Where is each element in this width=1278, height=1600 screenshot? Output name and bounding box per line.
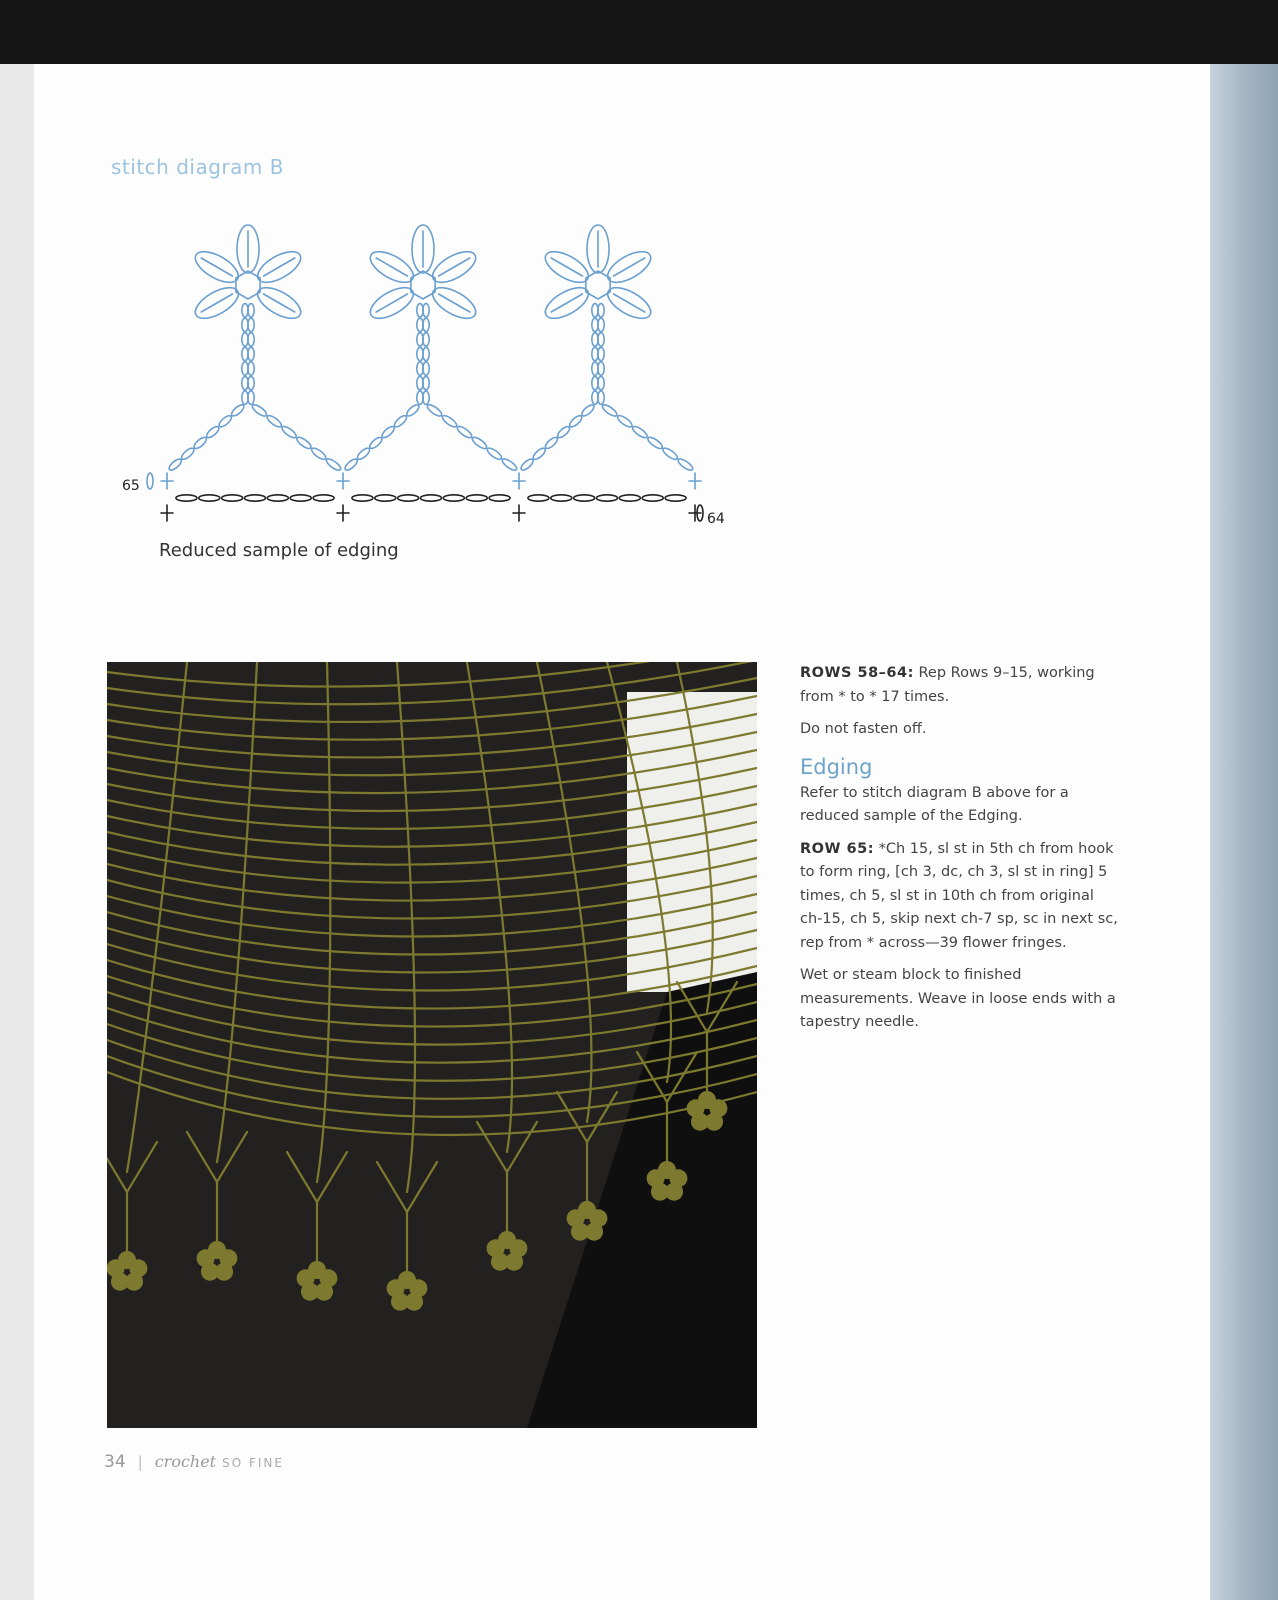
chain-stitch-symbol (368, 436, 384, 451)
chain-stitch-symbol (343, 457, 359, 472)
page-number: 34 (104, 1452, 126, 1472)
chain-stitch-symbol (532, 446, 547, 461)
chain-stitch-symbol (486, 446, 504, 461)
chain-stitch-symbol (205, 425, 221, 440)
chain-stitch-symbol (646, 435, 664, 450)
edging-intro-text: Refer to stitch diagram B above for a reduced sample of the Edging. (800, 784, 1069, 824)
foundation-chain (199, 495, 220, 501)
fringe-flower-petal (687, 1099, 705, 1117)
chain-stitch-symbol (230, 403, 246, 418)
rows-58-64-paragraph (800, 662, 1120, 709)
single-crochet-symbol (337, 473, 349, 489)
scan-top-border (0, 0, 1278, 64)
diagram-title: stitch diagram B (111, 155, 284, 179)
chain-stitch-symbol (356, 446, 372, 461)
chain-stitch-symbol (251, 403, 268, 418)
foundation-chain (290, 495, 311, 501)
foundation-chain (665, 495, 686, 501)
fringe-flower-petal (567, 1209, 585, 1227)
foundation-chain (551, 495, 572, 501)
single-crochet-symbol (513, 473, 525, 489)
edging-heading: Edging (800, 754, 873, 779)
chain-stitch-symbol (325, 457, 342, 472)
foundation-chain (352, 495, 373, 501)
foundation-chain (244, 495, 265, 501)
chain-stitch-symbol (501, 457, 519, 472)
foundation-chain (443, 495, 464, 501)
chain-stitch-symbol (266, 414, 283, 429)
fringe-flower-petal (107, 1259, 125, 1277)
foundation-chain (619, 495, 640, 501)
chain-stitch-symbol (580, 403, 595, 418)
row-label-65: 65 (122, 478, 140, 494)
chain-stitch-symbol (310, 446, 327, 461)
chain-stitch-symbol (568, 414, 583, 429)
finishing-text: Wet or steam block to finished measurements. Weave in loose ends with a tapestry needle. (800, 967, 1116, 1030)
page-footer (104, 1452, 284, 1472)
chain-stitch-symbol (280, 425, 297, 440)
fringe-flower-petal (197, 1249, 215, 1267)
chain-stitch-symbol (192, 436, 208, 451)
book-title-caps: SO FINE (222, 1456, 284, 1470)
foundation-sc-symbol (337, 505, 349, 521)
foundation-chain (176, 495, 197, 501)
instructions-column (800, 662, 1120, 1044)
slip-stitch-symbol (147, 473, 153, 489)
chain-stitch-symbol (471, 435, 489, 450)
foundation-chain (528, 495, 549, 501)
chain-stitch-symbol (661, 446, 679, 461)
flower-ring-symbol (586, 271, 610, 299)
single-crochet-symbol (161, 473, 173, 489)
chain-stitch-symbol (631, 424, 649, 439)
stitch-diagram (110, 215, 750, 535)
foundation-chain (375, 495, 396, 501)
book-spine-edge (1210, 64, 1278, 1600)
shawl-photo (107, 662, 757, 1428)
foundation-chain (642, 495, 663, 501)
foundation-sc-symbol (513, 505, 525, 521)
foundation-chain (222, 495, 243, 501)
chain-stitch-symbol (601, 403, 619, 418)
do-not-fasten-text: Do not fasten off. (800, 721, 927, 737)
crochet-shawl-flower-fringe-photo (107, 662, 757, 1428)
chain-stitch-symbol (441, 414, 459, 429)
flower-ring-symbol (236, 271, 260, 299)
foundation-chain (466, 495, 487, 501)
foundation-chain (596, 495, 617, 501)
chain-stitch-symbol (217, 414, 233, 429)
chain-stitch-symbol (380, 425, 396, 440)
fringe-flower-petal (297, 1269, 315, 1287)
book-title-italic: crochet (154, 1452, 217, 1471)
row-label-64: 64 (707, 511, 725, 527)
chain-stitch-symbol (180, 446, 196, 461)
rows-58-64-text: Rep Rows 9–15, working from * to * 17 times. (800, 665, 1095, 705)
chain-stitch-symbol (393, 414, 409, 429)
foundation-chain (489, 495, 510, 501)
foundation-chain (420, 495, 441, 501)
foundation-chain (267, 495, 288, 501)
scan-left-edge (0, 64, 34, 1600)
chain-stitch-symbol (544, 436, 559, 451)
chain-stitch-symbol (456, 425, 474, 440)
chain-stitch-symbol (616, 414, 634, 429)
foundation-sc-symbol (161, 505, 173, 521)
rows-58-64-label: ROWS 58–64: (800, 665, 914, 681)
chain-stitch-symbol (295, 435, 312, 450)
foundation-sc-symbol (689, 505, 701, 521)
foundation-chain (313, 495, 334, 501)
chain-stitch-symbol (405, 403, 421, 418)
footer-separator: | (137, 1453, 143, 1471)
chain-stitch-symbol (426, 403, 444, 418)
row-65-text: *Ch 15, sl st in 5th ch from hook to form ring, [ch 3, dc, ch 3, sl st in ring] 5 times, ch 5, sl st in 10th ch from original ch-15, ch 5, skip next ch-7 sp, sc in next sc, rep from * across—39 flower fringes. (800, 840, 1118, 951)
foundation-chain (398, 495, 419, 501)
chain-stitch-symbol (167, 457, 183, 472)
diagram-caption: Reduced sample of edging (159, 540, 399, 561)
foundation-chain (574, 495, 595, 501)
fringe-flower-petal (647, 1169, 665, 1187)
row-65-paragraph (800, 838, 1120, 956)
chain-stitch-symbol (556, 425, 571, 440)
chain-stitch-symbol (677, 457, 695, 472)
single-crochet-symbol (689, 473, 701, 489)
fringe-flower-petal (387, 1279, 405, 1297)
chain-stitch-symbol (519, 457, 534, 472)
flower-ring-symbol (411, 271, 435, 299)
fringe-flower-petal (487, 1239, 505, 1257)
row-65-label: ROW 65: (800, 840, 875, 857)
